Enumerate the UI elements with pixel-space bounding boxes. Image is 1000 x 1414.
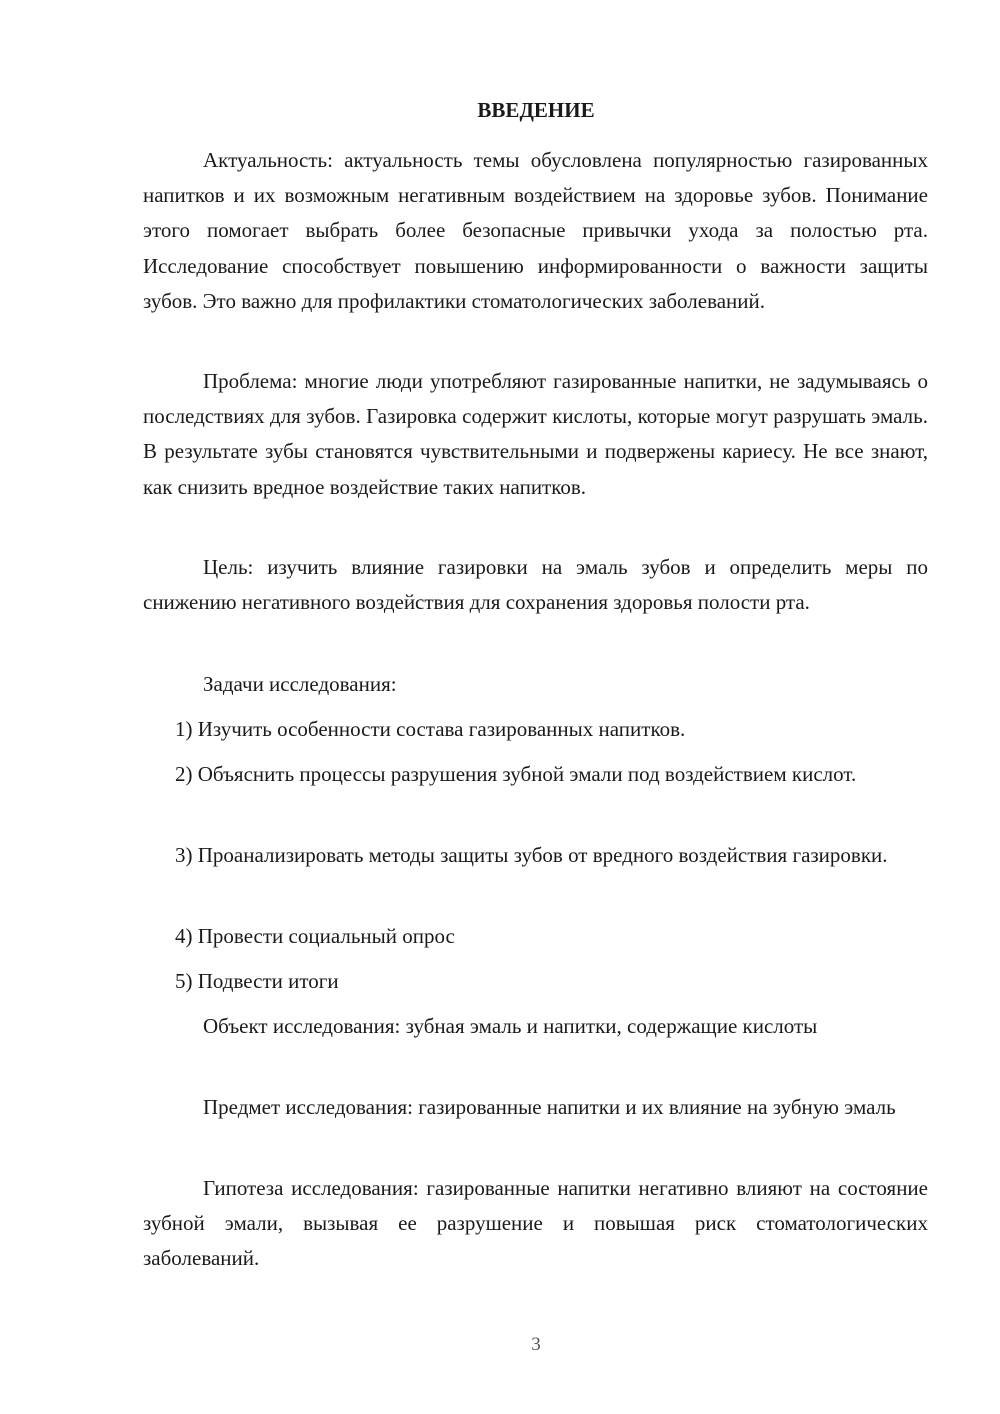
task-item-2: 2) Объяснить процессы разрушения зубной эмали под воздействием кислот. [175,762,857,786]
paragraph-subject: Предмет исследования: газированные напитки и их влияние на зубную эмаль [203,1095,896,1119]
tasks-heading: Задачи исследования: [203,672,397,696]
paragraph-problem: Проблема: многие люди употребляют газированные напитки, не задумываясь о последствиях для зубов. Газировка содержит кислоты, которые могут разрушать эмаль. В результате зубы становятся чувствительными и подвержены кариесу. Не все знают, как снизить вредное воздействие таких напитков. [143,369,928,499]
page-number: 3 [531,1334,541,1355]
task-item-3: 3) Проанализировать методы защиты зубов от вредного воздействия газировки. [175,843,888,867]
section-heading: ВВЕДЕНИЕ [477,98,595,122]
task-item-1: 1) Изучить особенности состава газированных напитков. [175,717,686,741]
paragraph-goal: Цель: изучить влияние газировки на эмаль зубов и определить меры по снижению негативного воздействия для сохранения здоровья полости рта. [143,555,928,615]
paragraph-relevance: Актуальность: актуальность темы обусловлена популярностью газированных напитков и их возможным негативным воздействием на здоровье зубов. Понимание этого помогает выбрать более безопасные привычки ухода за полостью рта. Исследование способствует повышению информированности о важности защиты зубов. Это важно для профилактики стоматологических заболеваний. [143,148,928,313]
task-item-4: 4) Провести социальный опрос [175,924,455,948]
paragraph-hypothesis: Гипотеза исследования: газированные напитки негативно влияют на состояние зубной эмали, вызывая ее разрушение и повышая риск стоматологических заболеваний. [143,1176,928,1271]
task-item-5: 5) Подвести итоги [175,969,339,993]
paragraph-object: Объект исследования: зубная эмаль и напитки, содержащие кислоты [203,1014,818,1038]
